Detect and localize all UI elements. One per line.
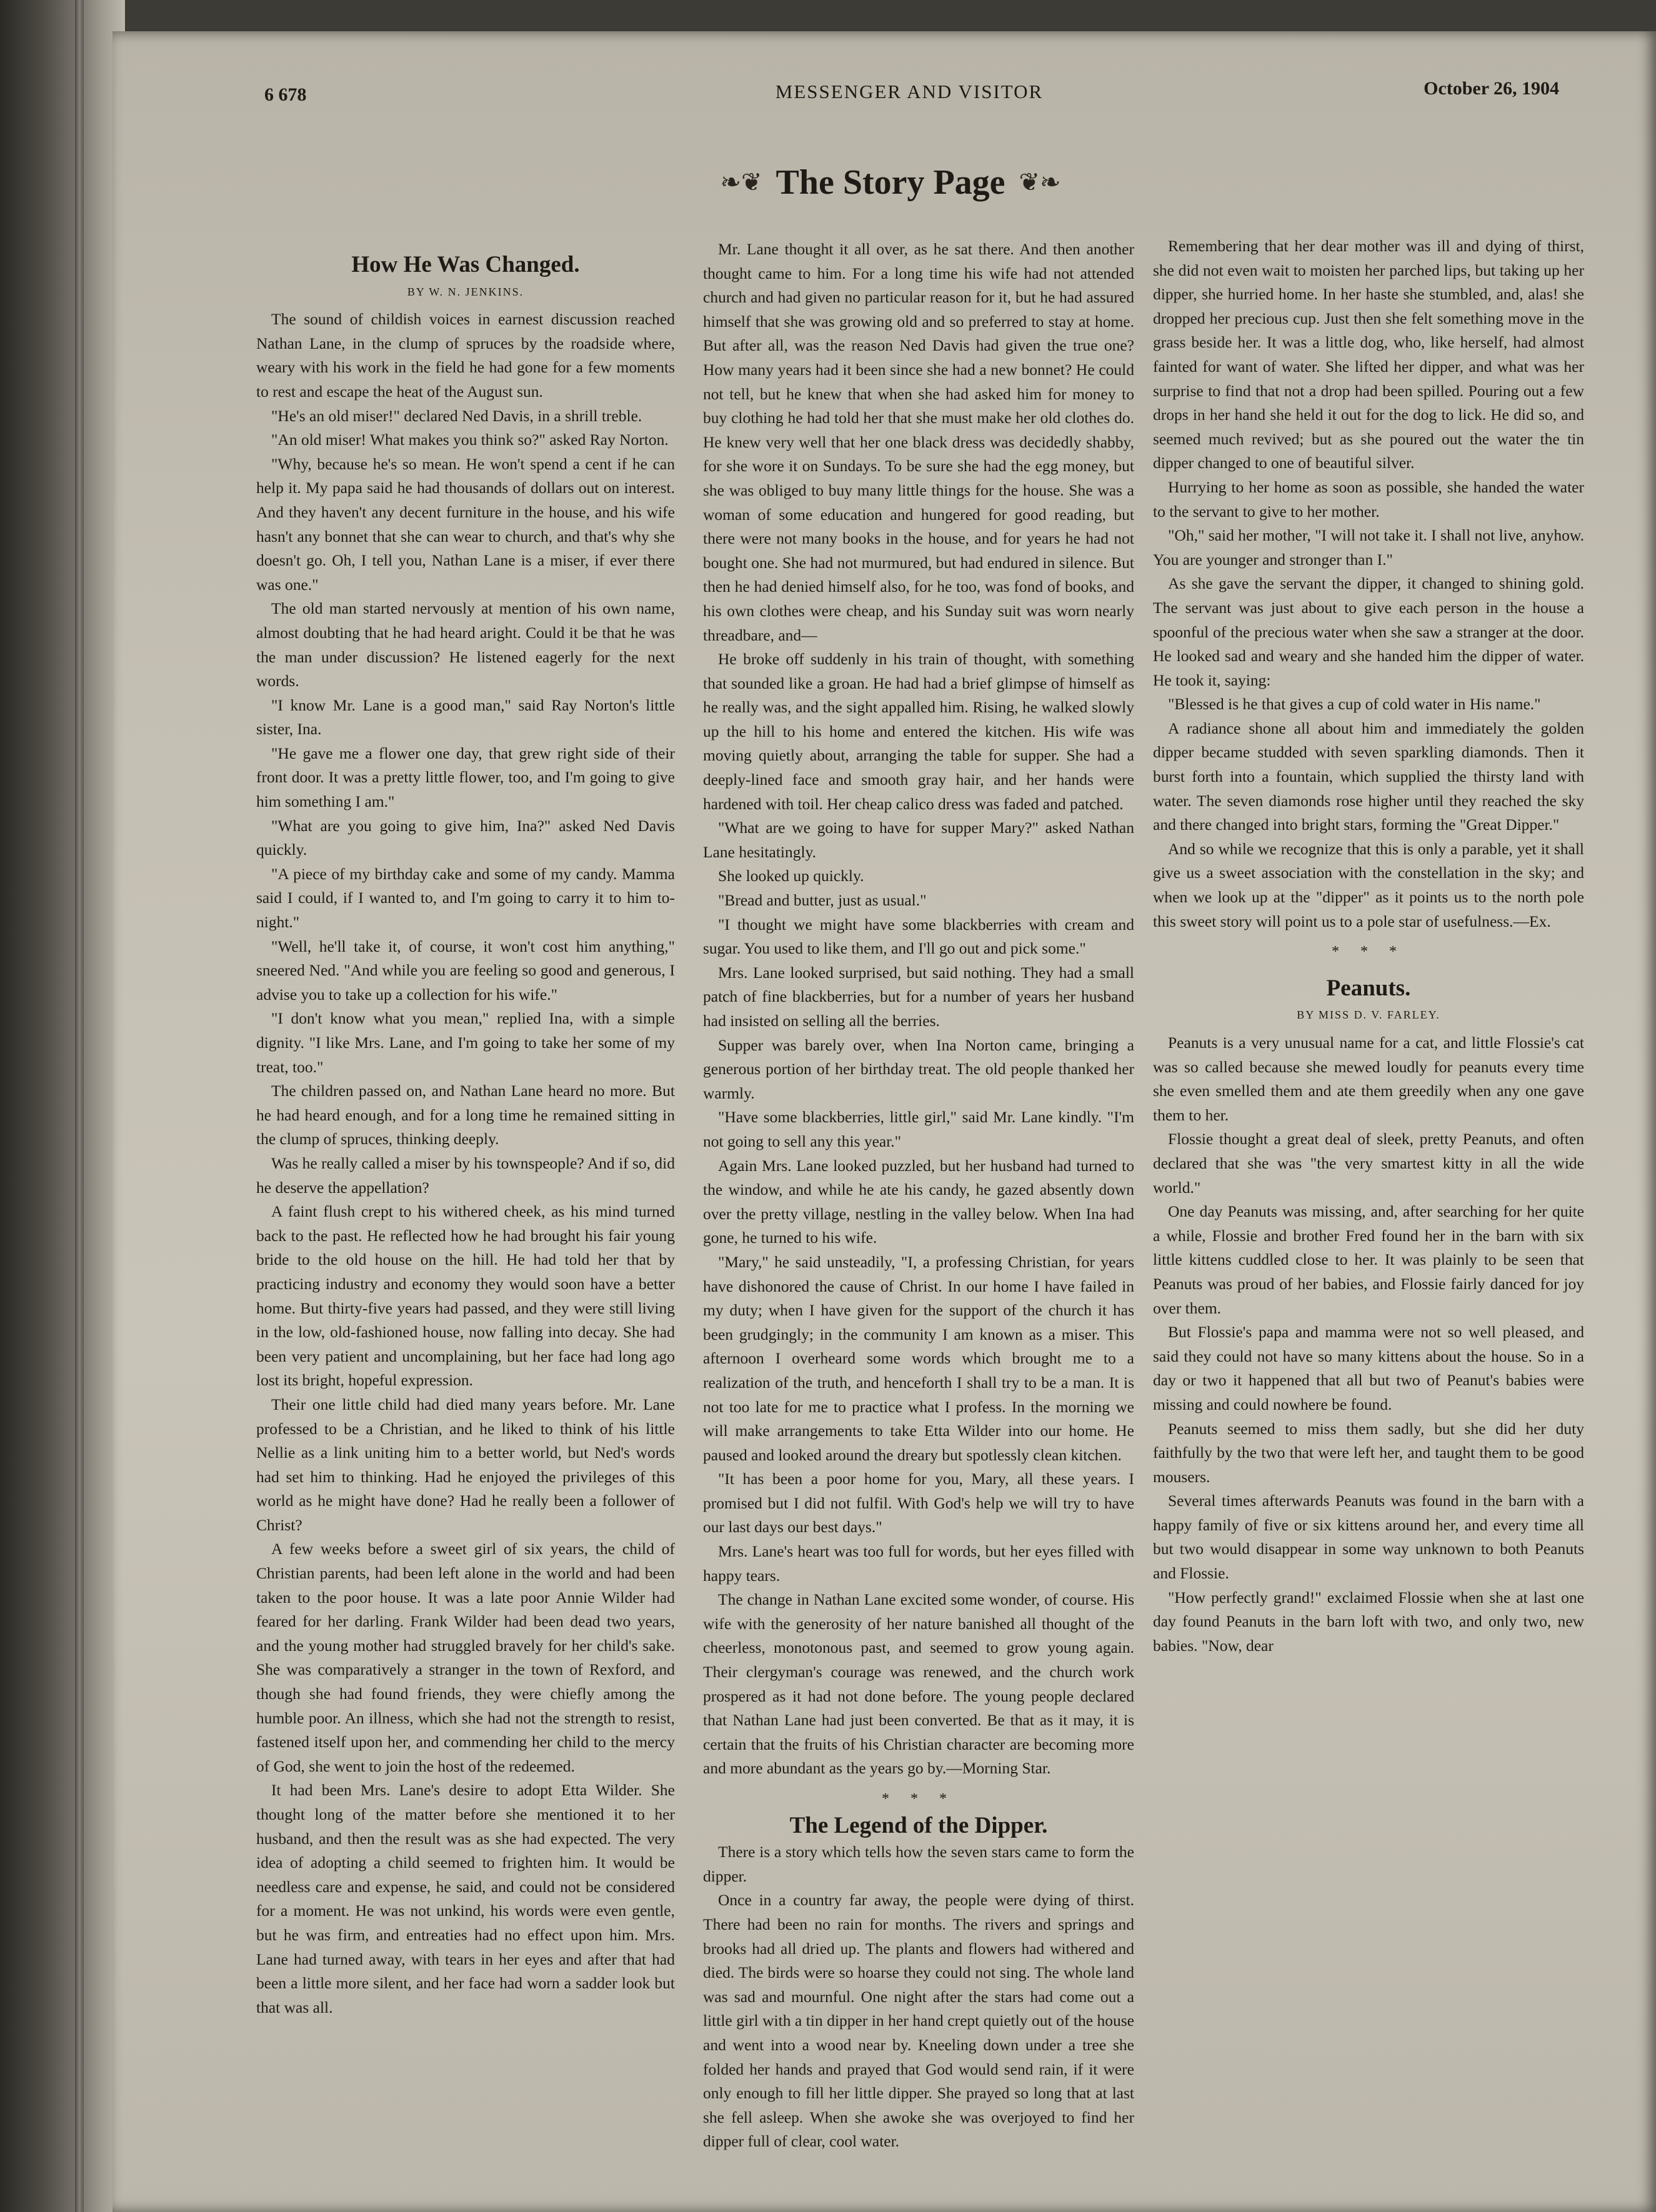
paragraph: As she gave the servant the dipper, it changed to shining gold. The servant was just about to give each person in the house a spoonful of the precious water when she saw a stranger at the door. He looked sad and weary and she handed him the dipper of water. He took it, saying: — [1153, 574, 1584, 689]
paragraph: "Why, because he's so mean. He won't spend a cent if he can help it. My papa said he had thousands of dollars out on interest. And they haven't any decent furniture in the house, and his wife hasn't any bonnet that she can wear to church, and that's why she doesn't go. Oh, I tell you, Nathan Lane is a miser, if ever there was one." — [256, 454, 675, 594]
column-1 — [256, 241, 675, 2020]
paragraph: A few weeks before a sweet girl of six years, the child of Christian parents, had been left alone in the world and had been taken to the poor house. It was a late poor Annie Wilder had feared for her darling. Frank Wilder had been dead two years, and the young mother had struggled bravely for her child's sake. She was comparatively a stranger in the town of Rexford, and though she had found friends, they were chiefly among the humble poor. An illness, which she had not the strength to resist, fastened itself upon her, and commending her child to the mercy of God, she went to join the host of the redeemed. — [256, 1540, 675, 1775]
byline: BY MISS D. V. FARLEY. — [1297, 1009, 1440, 1022]
paragraph: Mrs. Lane's heart was too full for words, but her eyes filled with happy tears. — [703, 1542, 1134, 1585]
paragraph: Supper was barely over, when Ina Norton came, bringing a generous portion of her birthday treat. The old people thanked her warmly. — [703, 1035, 1134, 1102]
paragraph: He broke off suddenly in his train of thought, with something that sounded like a groan. He had had a brief glimpse of himself as he really was, and the sight appalled him. Rising, he walked slowly up the hill to his home and entered the kitchen. His wife was moving quietly about, arranging the table for supper. She had a deeply-lined face and smooth gray hair, and her hands were hardened with toil. Her cheap calico dress was faded and patched. — [703, 650, 1134, 813]
paragraph: A faint flush crept to his withered cheek, as his mind turned back to the past. He reflected how he had brought his fair young bride to the old house on the hill. He had told her that by practicing industry and economy they would soon have a better home. But thirty-five years had passed, and they were still living in the low, old-fashioned house, now falling into decay. She had been very patient and uncomplaining, but her face had long ago lost its bright, hopeful expression. — [256, 1202, 675, 1390]
paragraph: Hurrying to her home as soon as possible, she handed the water to the servant to give to her mother. — [1153, 477, 1584, 521]
paragraph: "What are we going to have for supper Mary?" asked Nathan Lane hesitatingly. — [703, 819, 1134, 861]
story-title: The Legend of the Dipper. — [789, 1812, 1048, 1838]
paragraph: Their one little child had died many years before. Mr. Lane professed to be a Christian, and he liked to think of his little Nellie as a link uniting him to a better world, but Ned's words had set him to thinking. Had he enjoyed the privileges of this world as he might have done? Had he really been a follower of Christ? — [256, 1395, 675, 1534]
paragraph: The sound of childish voices in earnest discussion reached Nathan Lane, in the clump of spruces by the roadside where, weary with his work in the field he had gone for a few moments to rest and escape the heat of the August sun. — [256, 310, 675, 401]
paragraph: Several times afterwards Peanuts was found in the barn with a happy family of five or six kittens around her, and every time all but two would disappear in some way unknown to both Peanuts and Flossie. — [1153, 1492, 1584, 1583]
paragraph: "How perfectly grand!" exclaimed Flossie when she at last one day found Peanuts in the barn loft with two, and only two, new babies. "Now, dear — [1153, 1588, 1584, 1655]
paragraph: One day Peanuts was missing, and, after searching for her quite a while, Flossie and brother Fred found her in the barn with six little kittens cuddled close to her. It was plainly to be seen that Peanuts was proud of her babies, and Flossie fairly danced for joy over them. — [1153, 1202, 1584, 1317]
leaf-ornament-icon: ❧❦ — [720, 168, 762, 197]
paragraph: Was he really called a miser by his townspeople? And if so, did he deserve the appellation? — [256, 1153, 675, 1197]
byline: BY W. N. JENKINS. — [407, 285, 524, 298]
paragraph: "Bread and butter, just as usual." — [718, 891, 927, 910]
issue-date: October 26, 1904 — [1424, 78, 1559, 99]
section-separator: * * * — [1332, 944, 1405, 960]
paragraph: "He gave me a flower one day, that grew right side of their front door. It was a pretty little flower, too, and I'm going to give him something I am." — [256, 744, 675, 811]
paragraph: "Well, he'll take it, of course, it won't cost him anything," sneered Ned. "And while you are feeling so good and generous, I advise you to take up a collection for his wife." — [256, 937, 675, 1004]
paragraph: "Mary," he said unsteadily, "I, a professing Christian, for years have dishonored the cause of Christ. In our home I have failed in my duty; when I have given for the support of the church it has been grudgingly; in the community I am known as a miser. This afternoon I overheard some words which brought me to a realization of the truth, and henceforth I shall try to be a man. It is not too late for me to practice what I profess. In the morning we will make arrangements to take Etta Wilder into our home. He paused and looked around the dreary but spotlessly clean kitchen. — [703, 1252, 1134, 1464]
paragraph: "Oh," said her mother, "I will not take it. I shall not live, anyhow. You are younger and stronger than I." — [1153, 526, 1584, 569]
paragraph: "What are you going to give him, Ina?" asked Ned Davis quickly. — [256, 816, 675, 859]
section-title-text: The Story Page — [776, 163, 1005, 202]
paragraph: There is a story which tells how the seven stars came to form the dipper. — [703, 1843, 1134, 1885]
paragraph: Again Mrs. Lane looked puzzled, but her husband had turned to the window, and while he ate his candy, he gazed absently down over the pretty village, nestling in the valley below. When Ina had gone, he turned to his wife. — [703, 1156, 1134, 1247]
paragraph: "An old miser! What makes you think so?" asked Ray Norton. — [271, 431, 669, 449]
paragraph: "I thought we might have some blackberries with cream and sugar. You used to like them, and I'll go out and pick some." — [703, 915, 1134, 958]
paragraph: The children passed on, and Nathan Lane heard no more. But he had heard enough, and for a long time he remained sitting in the clump of spruces, thinking deeply. — [256, 1082, 675, 1148]
paragraph: She looked up quickly. — [718, 867, 864, 885]
paragraph: "He's an old miser!" declared Ned Davis, in a shrill treble. — [271, 406, 642, 425]
column-3 — [1153, 234, 1584, 1658]
paragraph: "A piece of my birthday cake and some of my candy. Mamma said I could, if I wanted to, and I'm going to carry it to him to-night." — [256, 864, 675, 932]
paragraph: It had been Mrs. Lane's desire to adopt Etta Wilder. She thought long of the matter before she mentioned it to her husband, and then the result was as she had expected. The very idea of adopting a child seemed to frighten him. It would be needless care and expense, he said, and could not be considered for a moment. He was not unkind, his words were even gentle, but he was firm, and entreaties had no effect upon him. Mrs. Lane had turned away, with tears in her eyes and after that had been a little more silent, and her face had worn a sadder look but that was all. — [256, 1781, 675, 2016]
paragraph: Peanuts seemed to miss them sadly, but she did her duty faithfully by the two that were left her, and taught them to be good mousers. — [1153, 1419, 1584, 1486]
paragraph: "Have some blackberries, little girl," said Mr. Lane kindly. "I'm not going to sell any this year." — [703, 1108, 1134, 1150]
paragraph: The old man started nervously at mention of his own name, almost doubting that he had heard aright. Could it be that he was the man under discussion? He listened eagerly for the next words. — [256, 599, 675, 690]
paragraph: Peanuts is a very unusual name for a cat, and little Flossie's cat was so called because she mewed loudly for peanuts every time she even smelled them and ate them greedily when any one gave them to her. — [1153, 1034, 1584, 1124]
paragraph: "Blessed is he that gives a cup of cold water in His name." — [1168, 695, 1541, 714]
page-header — [259, 78, 1559, 109]
paragraph: The change in Nathan Lane excited some wonder, of course. His wife with the generosity of her nature banished all thought of the cheerless, monotonous past, and seemed to grow young again. Their clergyman's courage was renewed, and the church work prospered as it had not done before. The young people declared that Nathan Lane had just been converted. Be that as it may, it is certain that the fruits of his Christian character are becoming more and more abundant as the years go by.—Morning Star. — [703, 1590, 1134, 1778]
section-separator: * * * — [882, 1791, 955, 1807]
paragraph: Once in a country far away, the people were dying of thirst. There had been no rain for months. The rivers and springs and brooks had all dried up. The plants and flowers had withered and died. The birds were so hoarse they could not sing. The whole land was sad and mournful. One night after the stars had come out a little girl with a tin dipper in her hand crept quietly out of the house and went into a wood near by. Kneeling down under a tree she folded her hands and prayed that God would send rain, if it were only enough to fill her little dipper. She prayed so long that at last she fell asleep. When she awoke she was overjoyed to find her dipper full of clear, cool water. — [703, 1891, 1134, 2151]
masthead: MESSENGER AND VISITOR — [775, 81, 1044, 102]
paragraph: Remembering that her dear mother was ill and dying of thirst, she did not even wait to moisten her parched lips, but taking up her dipper, she hurried home. In her haste she stumbled, and, alas! she dropped her precious cup. Just then she felt something move in the grass beside her. It was a little dog, who, like herself, had almost fainted for want of water. She lifted her dipper, and what was her surprise to find that not a drop had been spilled. Pouring out a few drops in her hand she held it out for the dog to lick. He did so, and seemed much revived; but as she poured out the water the tin dipper changed to one of beautiful silver. — [1153, 237, 1584, 472]
paragraph: But Flossie's papa and mamma were not so well pleased, and said they could not have so many kittens about the house. So in a day or two it happened that all but two of Peanut's babies were missing and could nowhere be found. — [1153, 1323, 1584, 1413]
page-number: 6 678 — [264, 84, 307, 105]
paragraph: Flossie thought a great deal of sleek, pretty Peanuts, and often declared that she was "the very smartest kitty in all the wide world." — [1153, 1130, 1584, 1197]
paragraph: Mrs. Lane looked surprised, but said nothing. They had a small patch of fine blackberries, but for a number of years her husband had insisted on selling all the berries. — [703, 963, 1134, 1030]
section-title — [656, 157, 1125, 207]
book-binding-shadow — [0, 0, 125, 2212]
paragraph: Mr. Lane thought it all over, as he sat there. And then another thought came to him. For a long time his wife had not attended church and had given no particular reason for it, but he had assured himself that she was growing old and so preferred to stay at home. But after all, was the reason Ned Davis had given the true one? How many years had it been since she had a new bonnet? He could not tell, but he knew that when she had asked him for money to buy clothing he had told her that she must make her old clothes do. He knew very well that her one black dress was decidedly shabby, for she wore it on Sundays. To be sure she had the egg money, but she was obliged to buy many little things for the house. She was a woman of some education and hungered for good reading, but there were not many books in the house, and for years he had not bought one. She had not murmured, but had endured in silence. But then he had denied himself also, for he too, was fond of books, and his own clothes were cheap, and his Sunday suit was worn nearly threadbare, and— — [703, 240, 1134, 644]
paragraph: "I don't know what you mean," replied Ina, with a simple dignity. "I like Mrs. Lane, and I'm going to take her some of my treat, too." — [256, 1009, 675, 1076]
leaf-ornament-icon: ❦❧ — [1019, 168, 1061, 197]
column-2 — [703, 237, 1134, 2154]
story-title: How He Was Changed. — [351, 252, 580, 277]
paragraph: A radiance shone all about him and immediately the golden dipper became studded with seven sparkling diamonds. Then it burst forth into a fountain, which supplied the thirsty land with water. The seven diamonds rose higher until they reached the sky and there changed into bright stars, forming the "Great Dipper." — [1153, 719, 1584, 834]
paragraph: "I know Mr. Lane is a good man," said Ray Norton's little sister, Ina. — [256, 695, 675, 739]
paragraph: And so while we recognize that this is only a parable, yet it shall give us a sweet association with the constellation in the sky; and when we look up at the "dipper" as it points us to the north pole this sweet story will point us to a pole star of usefulness.—Ex. — [1153, 839, 1584, 930]
story-title: Peanuts. — [1326, 975, 1411, 1001]
paragraph: "It has been a poor home for you, Mary, all these years. I promised but I did not fulfil. With God's help we will try to have our last days our best days." — [703, 1470, 1134, 1537]
